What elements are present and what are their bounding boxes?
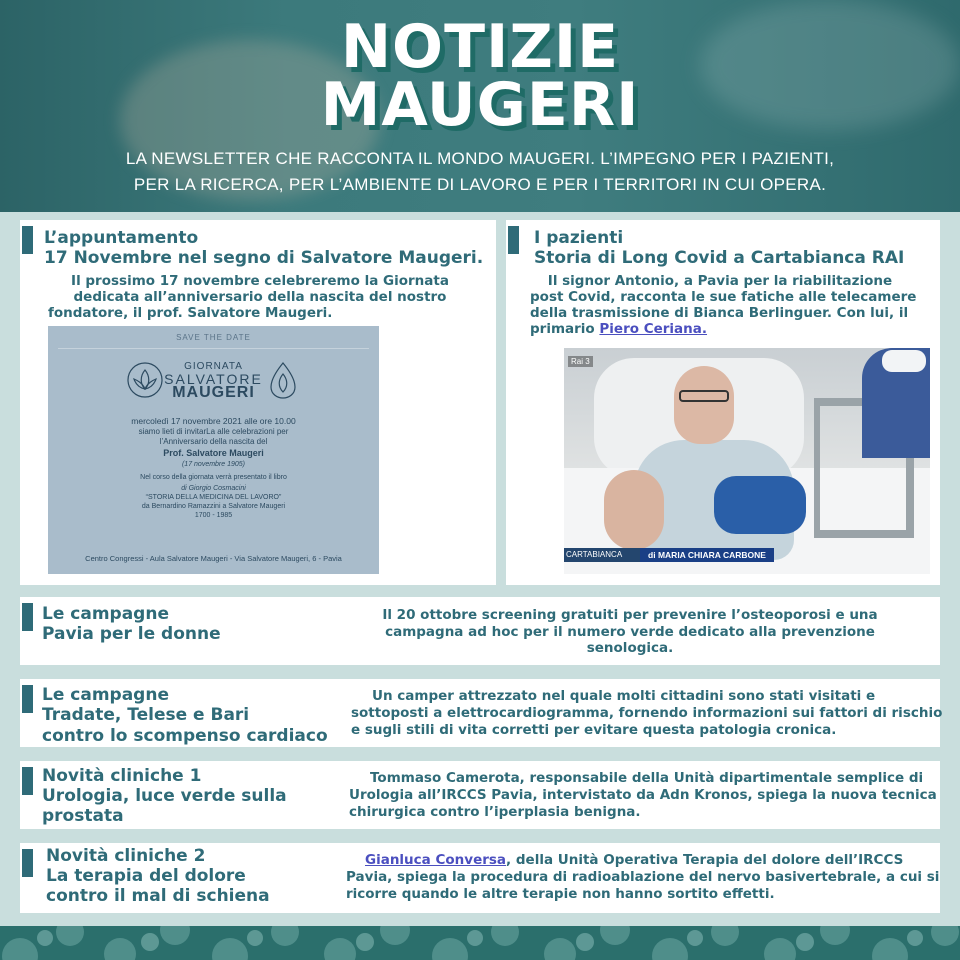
sdt-line10: 1700 - 1985	[194, 512, 233, 519]
clinica2-title: Novità cliniche 2	[46, 846, 206, 866]
glasses-icon	[679, 390, 729, 402]
clinica2-text-line3: ricorre quando le altre terapie non hanno sortito effetti.	[346, 886, 775, 902]
clinica1-subtitle2: prostata	[42, 806, 124, 826]
appuntamento-text-line3: fondatore, il prof. Salvatore Maugeri.	[48, 305, 333, 321]
section-marker	[22, 849, 33, 877]
sdt-maugeri: MAUGERI	[172, 384, 255, 401]
pazienti-text-line4-prefix: primario	[530, 321, 600, 337]
save-the-date-invitation[interactable]	[48, 326, 379, 574]
sdt-line7: di Giorgio Cosmacini	[181, 485, 246, 492]
clinica2-subtitle2: contro il mal di schiena	[46, 886, 270, 906]
pazienti-text-line4	[530, 321, 707, 337]
campagne2-title: Le campagne	[42, 685, 169, 705]
appuntamento-text-line2: dedicata all’anniversario della nascita del nostro	[73, 289, 447, 305]
blue-glove	[714, 476, 806, 534]
campagne2-subtitle1: Tradate, Telese e Bari	[42, 705, 250, 725]
sdt-salvatore: SALVATORE	[164, 371, 263, 387]
newsletter-title-line1: NOTIZIE	[340, 12, 620, 82]
campagne2-subtitle2: contro lo scompenso cardiaco	[42, 726, 328, 746]
clinica2-text-line1	[365, 852, 903, 868]
gianluca-conversa-link[interactable]: Gianluca Conversa	[365, 852, 507, 868]
section-marker	[22, 226, 33, 254]
clinica1-subtitle1: Urologia, luce verde sulla	[42, 786, 287, 806]
section-marker	[22, 767, 33, 795]
header-banner	[0, 0, 960, 212]
patient-head	[674, 366, 734, 444]
clinica2-text-line2: Pavia, spiega la procedura di radioablazione del nervo basivertebrale, a cui si	[346, 869, 940, 885]
pazienti-subtitle: Storia di Long Covid a Cartabianca RAI	[534, 248, 905, 268]
pazienti-title: I pazienti	[534, 228, 624, 248]
pazienti-text-line3: della trasmissione di Bianca Berlinguer. Con lui, il	[530, 305, 909, 321]
campagne1-title: Le campagne	[42, 604, 169, 624]
tv-screenshot-patient[interactable]	[564, 348, 930, 574]
campagne1-text-line2: campagna ad hoc per il numero verde dedicato alla prevenzione senologica.	[385, 624, 875, 656]
campagne1-subtitle: Pavia per le donne	[42, 624, 221, 644]
section-marker	[22, 685, 33, 713]
sdt-line3: l’Anniversario della nascita del	[159, 437, 268, 446]
clinica1-title: Novità cliniche 1	[42, 766, 202, 786]
newsletter-subtitle-line1: LA NEWSLETTER CHE RACCONTA IL MONDO MAUGERI. L’IMPEGNO PER I PAZIENTI,	[125, 149, 835, 168]
save-the-date-label: SAVE THE DATE	[176, 333, 251, 342]
section-marker	[22, 603, 33, 631]
newsletter-subtitle-line2: PER LA RICERCA, PER L’AMBIENTE DI LAVORO E PER I TERRITORI IN CUI OPERA.	[133, 175, 827, 194]
newsletter-title-line2: MAUGERI	[320, 70, 640, 140]
campagne2-text-line1: Un camper attrezzato nel quale molti cittadini sono stati visitati e	[372, 688, 876, 704]
rai3-logo: Rai 3	[568, 356, 593, 367]
campagne1-text-line1: Il 20 ottobre screening gratuiti per prevenire l’osteoporosi e una	[382, 607, 878, 623]
sdt-line4: Prof. Salvatore Maugeri	[163, 448, 264, 458]
sdt-footer: Centro Congressi - Aula Salvatore Maugeri - Via Salvatore Maugeri, 6 - Pavia	[85, 554, 342, 563]
appuntamento-text-line1: Il prossimo 17 novembre celebreremo la Giornata	[71, 273, 449, 289]
sdt-line5: (17 novembre 1905)	[181, 461, 246, 468]
clinica1-text-line1: Tommaso Camerota, responsabile della Unità dipartimentale semplice di	[370, 770, 924, 786]
patient-arm	[604, 470, 664, 550]
sdt-line9: da Bernardino Ramazzini a Salvatore Maugeri	[141, 503, 286, 510]
clinica2-text-line1-rest: , della Unità Operativa Terapia del dolore dell’IRCCS	[506, 852, 904, 868]
clinica1-text-line2: Urologia all’IRCCS Pavia, intervistato da Adn Kronos, spiega la nuova tecnica	[349, 787, 937, 803]
tv-caption-left: CARTABIANCA	[564, 548, 640, 562]
sdt-line6: Nel corso della giornata verrà presentato il libro	[140, 474, 287, 481]
campagne2-text-line2: sottoposti a elettrocardiogramma, fornendo informazioni sui fattori di rischio	[351, 705, 943, 721]
appuntamento-title: L’appuntamento	[44, 228, 199, 248]
campagne2-text-line3: e sugli stili di vita corretti per evitare questa patologia cronica.	[351, 722, 837, 738]
appuntamento-subtitle: 17 Novembre nel segno di Salvatore Maugeri.	[44, 248, 484, 268]
sdt-line1: mercoledì 17 novembre 2021 alle ore 10.00	[131, 416, 296, 426]
section-marker	[508, 226, 519, 254]
clinica2-subtitle1: La terapia del dolore	[46, 866, 246, 886]
clinica1-text-line3: chirurgica contro l’iperplasia benigna.	[349, 804, 641, 820]
piero-ceriana-link[interactable]: Piero Ceriana.	[599, 321, 708, 337]
pazienti-text-line1: Il signor Antonio, a Pavia per la riabilitazione	[547, 273, 893, 289]
footer-circle-pattern	[0, 926, 960, 960]
sdt-line8: “STORIA DELLA MEDICINA DEL LAVORO”	[145, 494, 282, 501]
tv-caption: di MARIA CHIARA CARBONE	[640, 548, 774, 562]
sdt-line2: siamo lieti di invitarLa alle celebrazioni per	[138, 427, 289, 436]
pazienti-text-line2: post Covid, racconta le sue fatiche alle telecamere	[530, 289, 917, 305]
nurse-mask	[882, 350, 926, 372]
footer-pattern	[0, 926, 960, 960]
sdt-divider	[58, 348, 369, 349]
sdt-giornata: GIORNATA	[184, 361, 243, 372]
